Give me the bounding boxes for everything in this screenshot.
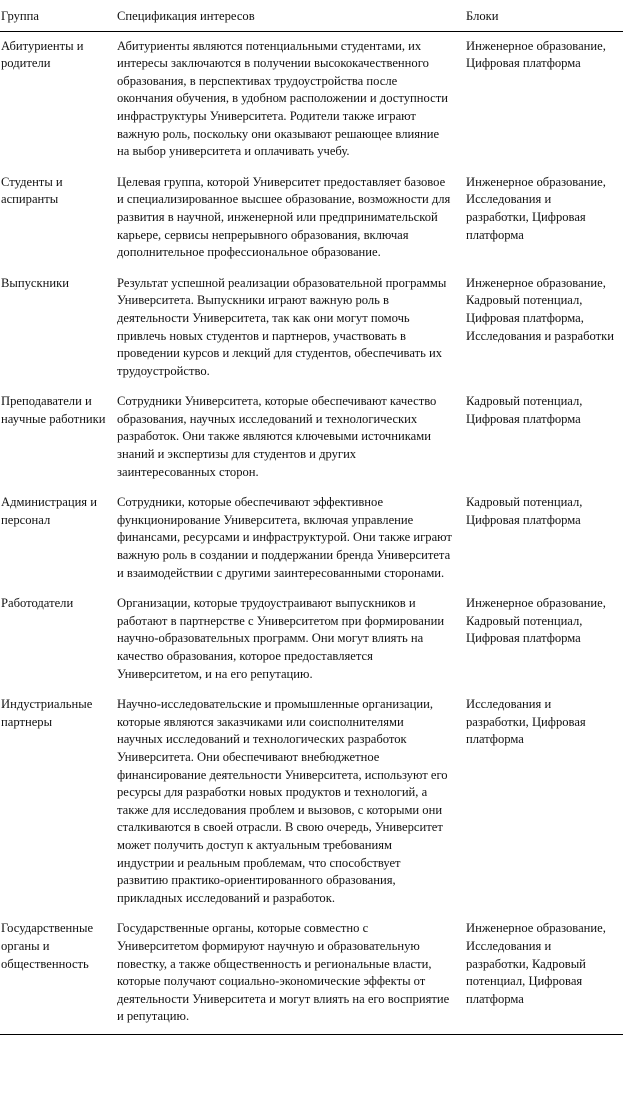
block-line: разработки, Цифровая [466, 209, 586, 224]
block-line: Кадровый потенциал, [466, 394, 583, 409]
blocks-cell [466, 696, 623, 920]
block-line: Цифровая платформа [466, 56, 581, 71]
table-row [0, 393, 623, 494]
block-line: платформа [466, 991, 524, 1006]
blocks-cell [466, 275, 623, 394]
interest-spec: Организации, которые трудоустраивают выпускников и работают в партнерстве с Университетом при формировании научно-образовательных программ. Они могут влиять на качество образования, которое предоставляется Университетом, и на его репутацию. [117, 596, 445, 681]
block-line: Цифровая платформа [466, 512, 581, 527]
interest-spec: Абитуриенты являются потенциальными студентами, их интересы заключаются в получении высококачественного образования, в перспективах трудоустройства после окончания обучения, в удобном расположении и доступности инфраструктуры Университета. Родители также играют важную роль, поскольку они оказывают решающее влияние на выбор университета и оплачивать учебу. [117, 38, 448, 159]
group-cell [0, 920, 117, 1034]
header-blocks: Блоки [466, 4, 623, 31]
block-line: Исследования и [466, 192, 552, 207]
group-name: Администрация и персонал [1, 495, 97, 527]
spec-cell [117, 275, 466, 394]
block-line: Кадровый потенциал, [466, 613, 583, 628]
group-name: Государственные органы и общественность [1, 921, 94, 971]
header-group: Группа [0, 4, 117, 31]
block-line: Инженерное образование, [466, 275, 606, 290]
blocks-cell [466, 174, 623, 275]
table-header [0, 4, 623, 31]
group-cell [0, 275, 117, 394]
group-cell [0, 494, 117, 595]
blocks-cell [466, 393, 623, 494]
table-row [0, 696, 623, 920]
header-row [0, 4, 623, 31]
interest-spec: Государственные органы, которые совместно с Университетом формируют научную и образовательную повестку, а также общественность и региональные власти, которые получают социально-экономические эффекты от деятельности Университета и могут влиять на его восприятие и репутацию. [117, 921, 450, 1024]
spec-cell [117, 696, 466, 920]
block-line: Инженерное образование, [466, 38, 606, 53]
interest-spec: Целевая группа, которой Университет предоставляет базовое и специализированное высшее образование, возможности для развития в научной, инженерной или предпринимательской карьере, сервисы непрерывного образования, включая дополнительное профессиональное образование. [117, 174, 451, 260]
block-line: Цифровая платформа [466, 631, 581, 646]
table-row [0, 275, 623, 394]
table-row [0, 920, 623, 1034]
table-row [0, 174, 623, 275]
table-body [0, 31, 623, 1034]
spec-cell [117, 920, 466, 1034]
spec-cell [117, 174, 466, 275]
block-line: Инженерное образование, [466, 174, 606, 189]
group-name: Абитуриенты и родители [1, 38, 84, 71]
header-spec: Спецификация интересов [117, 4, 466, 31]
group-name: Преподаватели и научные работники [1, 394, 106, 426]
block-line: Инженерное образование, [466, 921, 606, 936]
block-line: Исследования и разработки [466, 328, 615, 343]
block-line: платформа [466, 227, 524, 242]
block-line: разработки, Кадровый [466, 956, 586, 971]
block-line: Цифровая платформа [466, 411, 581, 426]
group-cell [0, 174, 117, 275]
interest-spec: Сотрудники, которые обеспечивают эффективное функционирование Университета, включая управление финансами, ресурсами и инфраструктурой. Они также играют важную роль в создании и поддержании бренда Университета и взаимодействии с другими заинтересованными сторонами. [117, 495, 452, 580]
block-line: Кадровый потенциал, [466, 293, 583, 308]
group-name: Работодатели [1, 596, 74, 611]
block-line: Исследования и [466, 697, 552, 712]
interest-spec: Сотрудники Университета, которые обеспечивают качество образования, научных исследований и технологических разработок. Они также являются ключевыми источниками знаний и экспертизы для студентов и других заинтересованных сторон. [117, 394, 437, 479]
spec-cell [117, 393, 466, 494]
group-name: Индустриальные партнеры [1, 697, 93, 729]
block-line: Инженерное образование, [466, 596, 606, 611]
group-cell [0, 595, 117, 696]
spec-cell [117, 31, 466, 174]
block-line: платформа [466, 732, 524, 747]
blocks-cell [466, 494, 623, 595]
block-line: Цифровая платформа, [466, 310, 584, 325]
blocks-cell [466, 31, 623, 174]
block-line: разработки, Цифровая [466, 714, 586, 729]
blocks-cell [466, 595, 623, 696]
block-line: Исследования и [466, 938, 552, 953]
group-cell [0, 696, 117, 920]
table-row [0, 494, 623, 595]
block-line: Кадровый потенциал, [466, 495, 583, 510]
table-row [0, 31, 623, 174]
blocks-cell [466, 920, 623, 1034]
group-name: Студенты и аспиранты [1, 174, 63, 207]
spec-cell [117, 494, 466, 595]
spec-cell [117, 595, 466, 696]
table-row [0, 595, 623, 696]
group-cell [0, 393, 117, 494]
group-name: Выпускники [1, 275, 69, 290]
group-cell [0, 31, 117, 174]
stakeholder-table [0, 4, 623, 1035]
interest-spec: Результат успешной реализации образовательной программы Университета. Выпускники играют важную роль в деятельности Университета, так как они могут помочь привлечь новых студентов и партнеров, участвовать в проведении курсов и лекций для студентов, обеспечивать их трудоустройство. [117, 275, 447, 378]
interest-spec: Научно-исследовательские и промышленные организации, которые являются заказчиками или соисполнителями научных исследований и технологических разработок Университета. Они обеспечивают внебюджетное финансирование деятельности Университета, используют его ресурсы для разработки новых продуктов и технологий, а также для исследования проблем и вызовов, с которыми они сталкиваются в своей отрасли. В свою очередь, Университет может получить доступ к актуальным требованиям индустрии и реальным проблемам, что способствует развитию практико-ориентированного образования, прикладных исследований и разработок. [117, 697, 448, 905]
block-line: потенциал, Цифровая [466, 974, 583, 989]
